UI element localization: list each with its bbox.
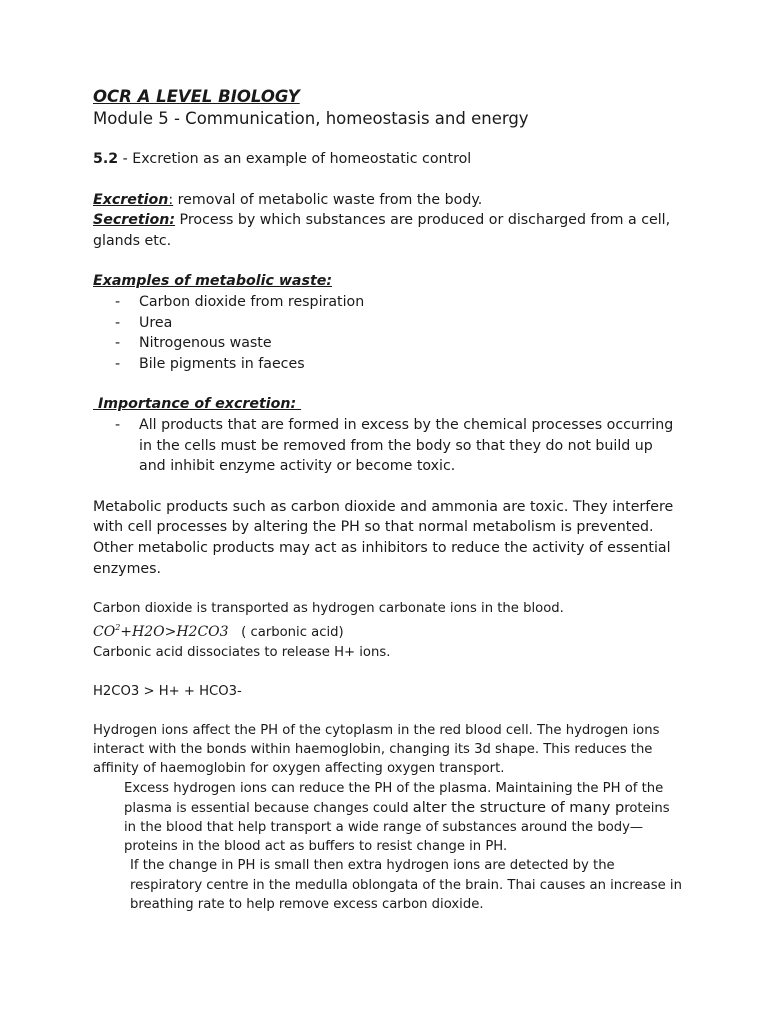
carbonic-formula [93, 618, 683, 642]
list-item: - Bile pigments in faeces [115, 355, 305, 372]
plasma-ph-paragraph: Excess hydrogen ions can reduce the PH of the plasma. Maintaining the PH of the plasma is essential because changes could alter the structure of many proteins in the blood that help transport a wide range of substances around the body—proteins in the blood act as buffers to resist change in PH. [124, 780, 670, 855]
module-title: Module 5 - Communication, homeostasis and energy [93, 109, 529, 128]
secretion-definition [93, 210, 683, 251]
excretion-colon: : [168, 191, 174, 208]
transport-line: Carbon dioxide is transported as hydrogen carbonate ions in the blood. [93, 601, 564, 617]
list-item: - Urea [115, 314, 173, 331]
hydrogen-ions-paragraph: Hydrogen ions affect the PH of the cytoplasm in the red blood cell. The hydrogen ions interact with the bonds within haemoglobin, changing its 3d shape. This reduces the affinity of haemoglobin for oxygen affecting oxygen transport. [93, 722, 660, 777]
metabolic-products-paragraph: Metabolic products such as carbon dioxide and ammonia are toxic. They interfere with cell processes by altering the PH so that normal metabolism is prevented. Other metabolic products may act as inhibitors to reduce the activity of essential enzymes. [93, 498, 674, 577]
examples-list [93, 292, 683, 374]
document-page [93, 86, 683, 914]
dissociation-equation: H2CO3 > H+ + HCO3- [93, 683, 242, 699]
excretion-term: Excretion [93, 191, 169, 208]
importance-heading: Importance of excretion: [93, 396, 302, 413]
secretion-text: Process by which substances are produced or discharged from a cell, glands etc. [93, 212, 671, 249]
dissociation-line: Carbonic acid dissociates to release H+ ions. [93, 644, 391, 660]
list-item: - Carbon dioxide from respiration [115, 293, 365, 310]
section-number: 5.2 [93, 151, 119, 167]
formula-equation: $CO^2+H2O>H2CO3$ [93, 623, 229, 641]
importance-list [93, 415, 683, 477]
list-item: - All products that are formed in excess by the chemical processes occurring in the cells must be removed from the body so that they do not build up and inhibit enzyme activity or become toxic. [115, 416, 674, 475]
formula-note: ( carbonic acid) [241, 625, 344, 641]
respiratory-centre-paragraph: If the change in PH is small then extra hydrogen ions are detected by the respiratory centre in the medulla oblongata of the brain. Thai causes an increase in breathing rate to help remove excess carbon dioxide. [130, 858, 682, 912]
secretion-term: Secretion: [93, 212, 176, 229]
document-title: OCR A LEVEL BIOLOGY [93, 87, 300, 106]
excretion-text: removal of metabolic waste from the body. [173, 191, 483, 208]
excretion-definition [93, 190, 683, 211]
section-heading [93, 149, 683, 170]
section-title: - Excretion as an example of homeostatic control [118, 151, 472, 167]
list-item: - Nitrogenous waste [115, 335, 272, 352]
examples-heading: Examples of metabolic waste: [93, 273, 333, 290]
